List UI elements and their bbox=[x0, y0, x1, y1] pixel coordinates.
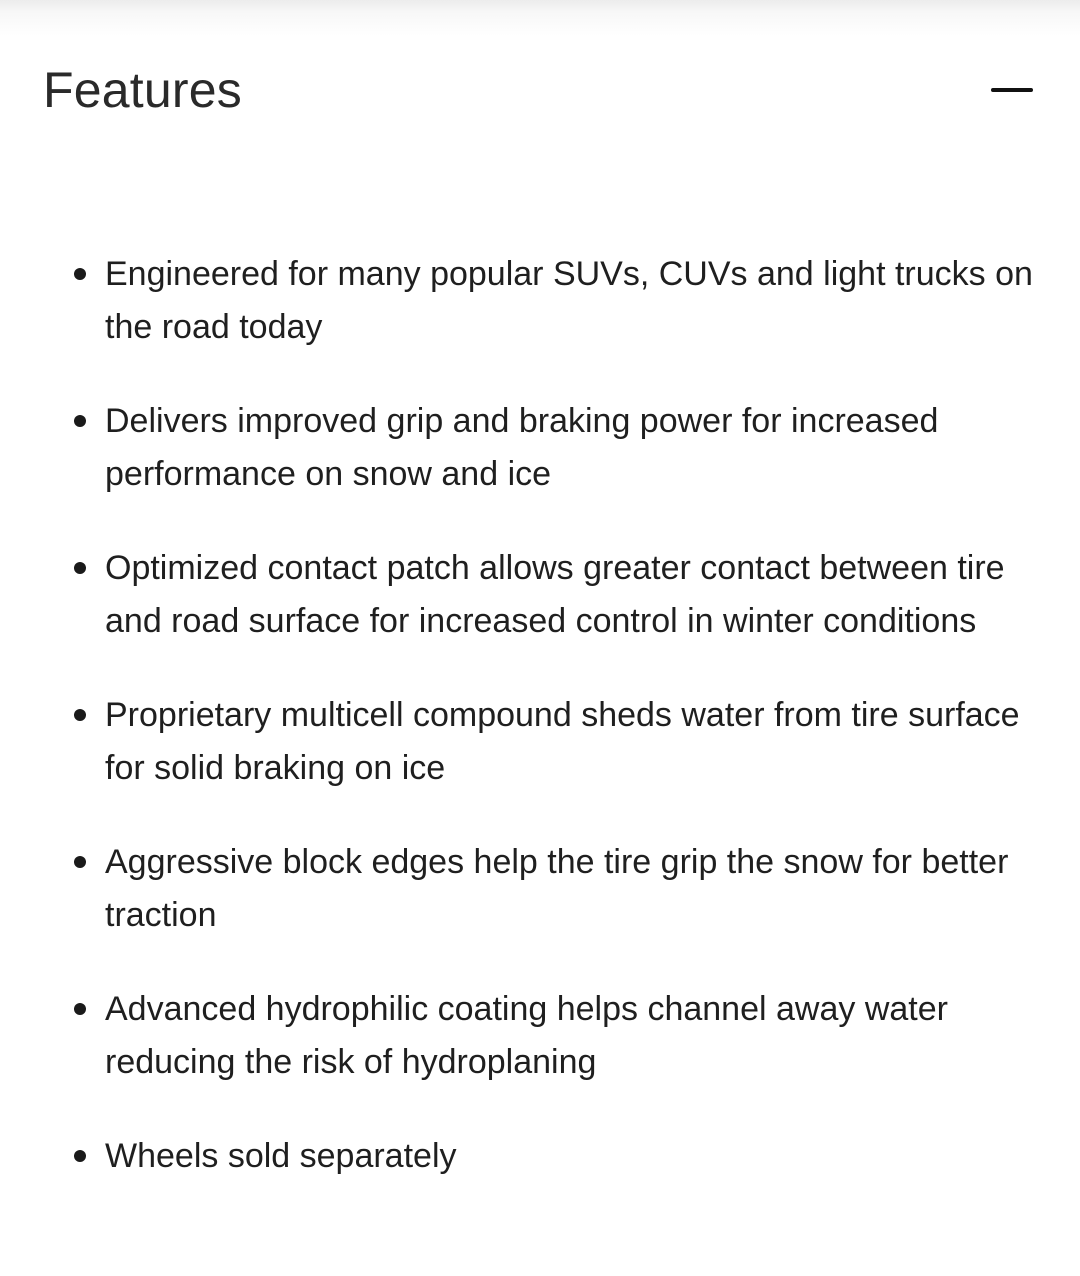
bullet-icon bbox=[74, 268, 86, 280]
list-item bbox=[0, 542, 1080, 647]
feature-text: Aggressive block edges help the tire grip the snow for better traction bbox=[105, 843, 1009, 934]
minus-icon-bar bbox=[991, 88, 1033, 92]
feature-text: Wheels sold separately bbox=[105, 1137, 457, 1175]
bullet-icon bbox=[74, 1003, 86, 1015]
bullet-icon bbox=[74, 856, 86, 868]
feature-text: Optimized contact patch allows greater contact between tire and road surface for increased control in winter conditions bbox=[105, 549, 1005, 640]
bullet-icon bbox=[74, 709, 86, 721]
minus-icon[interactable] bbox=[986, 80, 1038, 100]
list-item bbox=[0, 248, 1080, 353]
list-item bbox=[0, 689, 1080, 794]
bullet-icon bbox=[74, 562, 86, 574]
feature-text: Proprietary multicell compound sheds water from tire surface for solid braking on ice bbox=[105, 696, 1020, 787]
list-item bbox=[0, 395, 1080, 500]
feature-text: Engineered for many popular SUVs, CUVs and light trucks on the road today bbox=[105, 255, 1033, 346]
features-accordion-header[interactable] bbox=[0, 52, 1080, 132]
features-title: Features bbox=[43, 62, 242, 118]
list-item bbox=[0, 836, 1080, 941]
feature-text: Advanced hydrophilic coating helps channel away water reducing the risk of hydroplaning bbox=[105, 990, 948, 1081]
feature-text: Delivers improved grip and braking power for increased performance on snow and ice bbox=[105, 402, 939, 493]
list-item bbox=[0, 983, 1080, 1088]
bullet-icon bbox=[74, 415, 86, 427]
list-item bbox=[0, 1130, 1080, 1183]
bullet-icon bbox=[74, 1150, 86, 1162]
feature-list bbox=[0, 248, 1080, 1183]
